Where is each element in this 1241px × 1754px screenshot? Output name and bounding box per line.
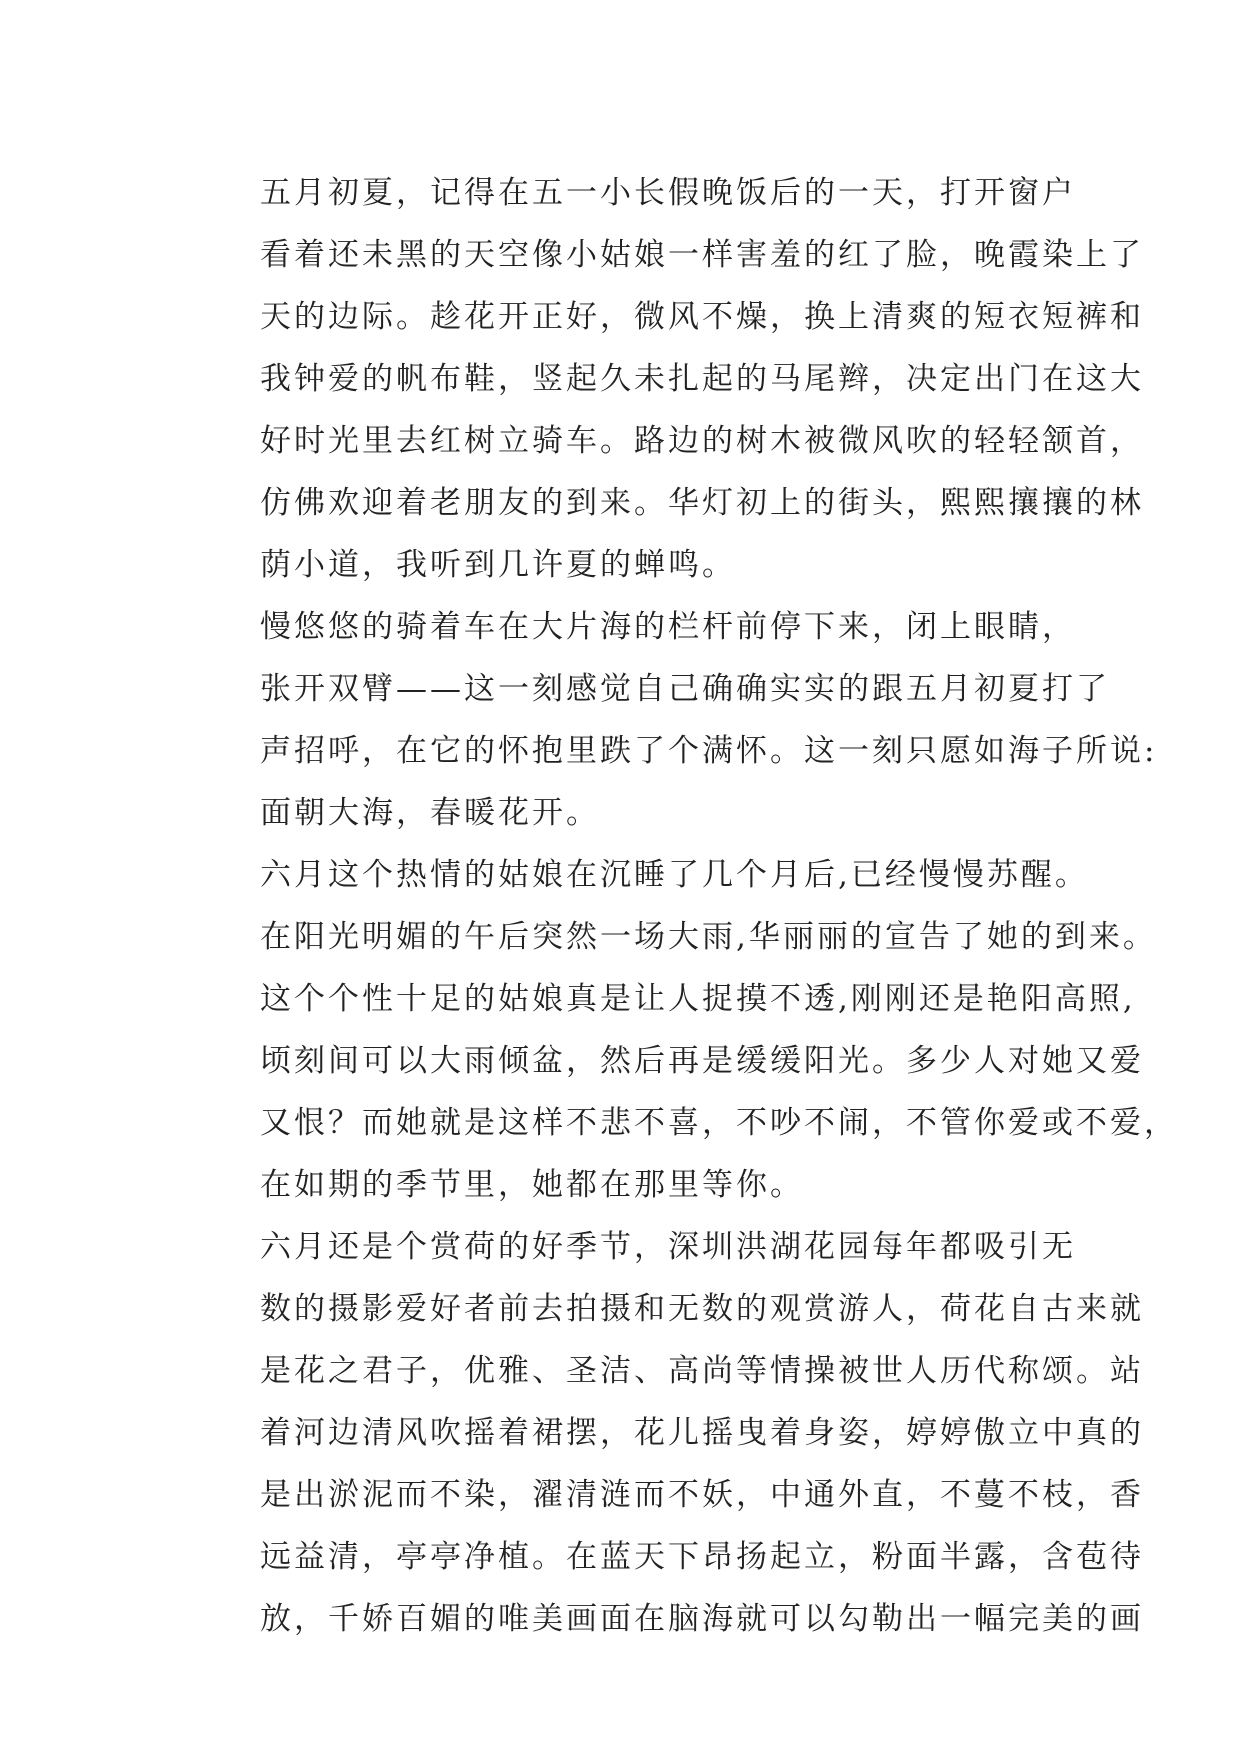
text-line: 是花之君子，优雅、圣洁、高尚等情操被世人历代称颂。站 — [260, 1353, 1144, 1389]
text-line: 着河边清风吹摇着裙摆，花儿摇曳着身姿，婷婷傲立中真的 — [260, 1415, 1144, 1451]
text-line: 张开双臂——这一刻感觉自己确确实实的跟五月初夏打了 — [260, 671, 1110, 707]
paragraph-4 — [192, 1216, 1144, 1650]
text-line: 远益清，亭亭净植。在蓝天下昂扬起立，粉面半露，含苞待 — [260, 1539, 1144, 1575]
text-line: 数的摄影爱好者前去拍摄和无数的观赏游人，荷花自古来就 — [260, 1291, 1144, 1327]
paragraph-3 — [192, 844, 1178, 1216]
text-line: 放，千娇百媚的唯美画面在脑海就可以勾勒出一幅完美的画 — [260, 1601, 1144, 1637]
text-line: 仿佛欢迎着老朋友的到来。华灯初上的街头，熙熙攘攘的林 — [260, 485, 1144, 521]
text-line: 声招呼，在它的怀抱里跌了个满怀。这一刻只愿如海子所说: — [260, 733, 1158, 769]
text-line: 五月初夏，记得在五一小长假晚饭后的一天，打开窗户 — [260, 175, 1076, 211]
paragraph-1 — [192, 162, 1144, 596]
text-line: 六月这个热情的姑娘在沉睡了几个月后,已经慢慢苏醒。 — [260, 857, 1089, 893]
text-line: 我钟爱的帆布鞋，竖起久未扎起的马尾辫，决定出门在这大 — [260, 361, 1144, 397]
text-line: 面朝大海，春暖花开。 — [260, 795, 600, 831]
text-line: 在如期的季节里，她都在那里等你。 — [260, 1167, 804, 1203]
text-line: 慢悠悠的骑着车在大片海的栏杆前停下来，闭上眼睛， — [260, 609, 1076, 645]
text-line: 六月还是个赏荷的好季节，深圳洪湖花园每年都吸引无 — [260, 1229, 1076, 1265]
text-line: 顷刻间可以大雨倾盆，然后再是缓缓阳光。多少人对她又爱 — [260, 1043, 1144, 1079]
text-line: 又恨？而她就是这样不悲不喜，不吵不闹，不管你爱或不爱， — [260, 1105, 1178, 1141]
text-line: 在阳光明媚的午后突然一场大雨,华丽丽的宣告了她的到来。 — [260, 919, 1157, 955]
text-line: 这个个性十足的姑娘真是让人捉摸不透,刚刚还是艳阳高照, — [260, 981, 1136, 1017]
document-body — [192, 162, 1178, 1650]
text-line: 好时光里去红树立骑车。路边的树木被微风吹的轻轻颔首， — [260, 423, 1144, 459]
text-line: 荫小道，我听到几许夏的蝉鸣。 — [260, 547, 736, 583]
text-line: 看着还未黑的天空像小姑娘一样害羞的红了脸，晚霞染上了 — [260, 237, 1144, 273]
text-line: 天的边际。趁花开正好，微风不燥，换上清爽的短衣短裤和 — [260, 299, 1144, 335]
paragraph-2 — [192, 596, 1158, 844]
text-line: 是出淤泥而不染，濯清涟而不妖，中通外直，不蔓不枝，香 — [260, 1477, 1144, 1513]
